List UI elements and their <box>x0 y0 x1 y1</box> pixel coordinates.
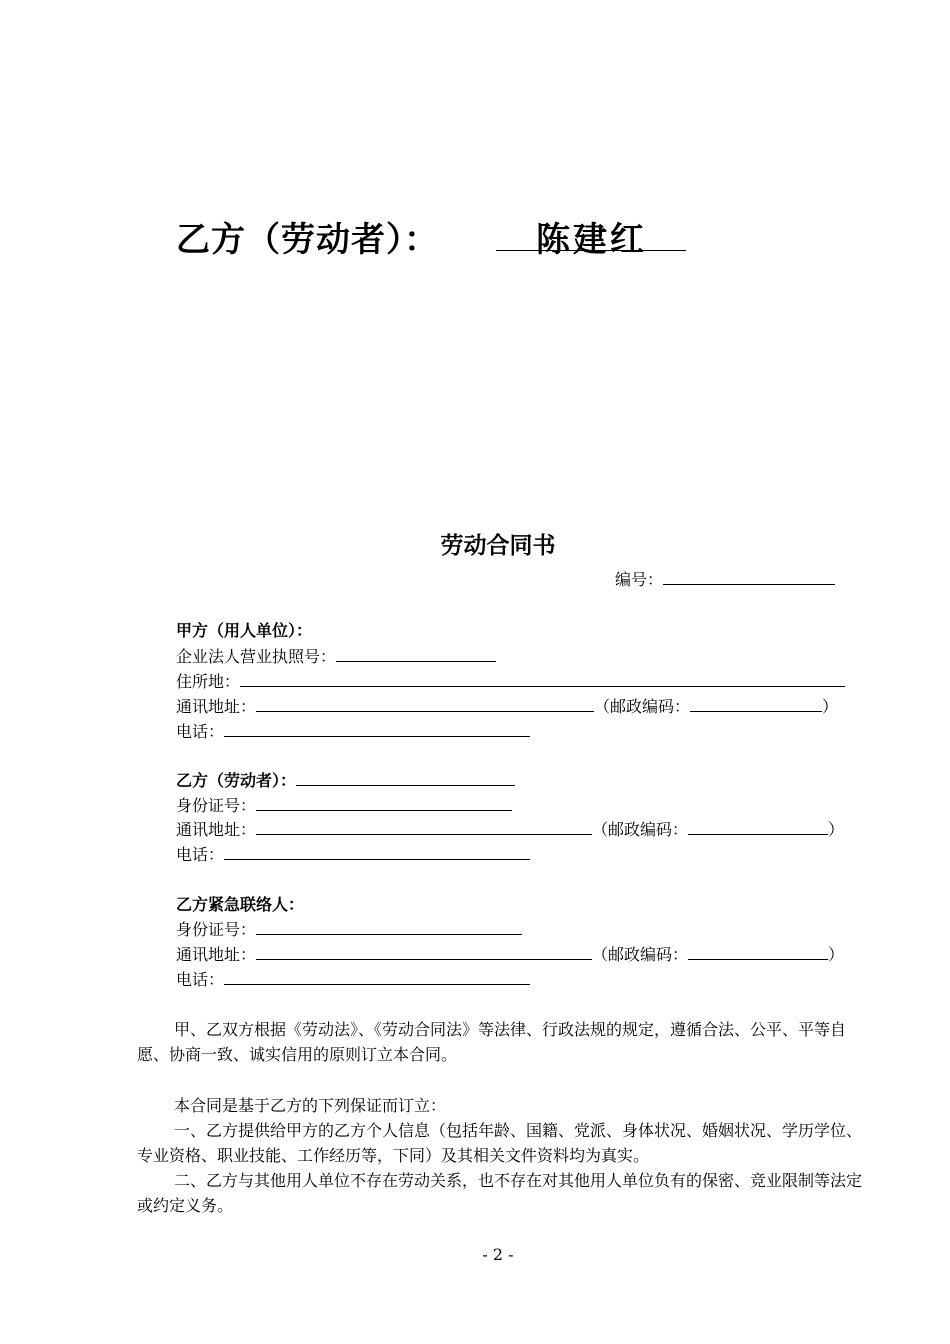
party-a-address-field[interactable] <box>256 697 594 712</box>
party-b-address-label: 通讯地址： <box>176 820 257 839</box>
emergency-postal-field[interactable] <box>688 945 828 960</box>
party-a-phone-label: 电话： <box>176 722 225 741</box>
party-b-phone-label: 电话： <box>176 845 225 864</box>
document-title: 劳动合同书 <box>440 533 556 559</box>
party-b-address-row <box>176 820 844 840</box>
cover-party-b-label: 乙方（劳动者）： <box>176 220 439 260</box>
party-b-id-label: 身份证号： <box>176 796 257 815</box>
paragraph-guarantee-intro: 本合同是基于乙方的下列保证而订立： <box>174 1096 447 1115</box>
party-b-id-row <box>176 796 512 816</box>
cover-party-b-name: 陈建红 <box>536 220 647 260</box>
emergency-phone-label: 电话： <box>176 970 225 989</box>
party-a-residence-label: 住所地： <box>176 672 241 691</box>
party-b-heading: 乙方（劳动者）： <box>176 771 297 790</box>
paragraph-guarantee-2: 二、乙方与其他用人单位不存在劳动关系，也不存在对其他用人单位负有的保密、竞业限制等法定或约定义务。 <box>137 1171 863 1215</box>
party-a-residence-field[interactable] <box>240 672 845 687</box>
serial-number-field[interactable] <box>663 570 835 585</box>
emergency-address-field[interactable] <box>256 945 592 960</box>
party-a-license-row <box>176 647 496 667</box>
page-number: - 2 - <box>482 1245 514 1264</box>
serial-number-label: 编号： <box>615 570 664 589</box>
party-b-name-field[interactable] <box>296 771 515 786</box>
party-a-phone-row <box>176 722 530 742</box>
paragraph-guarantee-1: 一、乙方提供给甲方的乙方个人信息（包括年龄、国籍、党派、身体状况、婚姻状况、学历学位、专业资格、职业技能、工作经历等，下同）及其相关文件资料均为真实。 <box>137 1121 863 1165</box>
serial-number-row <box>615 570 835 590</box>
emergency-postal-prefix: （邮政编码： <box>592 945 689 964</box>
party-a-license-field[interactable] <box>336 647 496 662</box>
emergency-id-label: 身份证号： <box>176 920 257 939</box>
party-b-phone-field[interactable] <box>224 845 530 860</box>
emergency-address-label: 通讯地址： <box>176 945 257 964</box>
party-a-address-label: 通讯地址： <box>176 697 257 716</box>
party-b-address-field[interactable] <box>256 820 592 835</box>
party-a-license-label: 企业法人营业执照号： <box>176 647 337 666</box>
party-b-postal-field[interactable] <box>688 820 828 835</box>
party-a-postal-suffix: ） <box>822 697 839 716</box>
emergency-id-row <box>176 920 522 940</box>
party-b-postal-prefix: （邮政编码： <box>592 820 689 839</box>
party-b-postal-suffix: ） <box>828 820 845 839</box>
party-a-address-row <box>176 697 838 717</box>
emergency-phone-row <box>176 970 530 990</box>
paragraph-legal-basis: 甲、乙双方根据《劳动法》、《劳动合同法》等法律、行政法规的规定，遵循合法、公平、平等自愿、协商一致、诚实信用的原则订立本合同。 <box>137 1020 847 1064</box>
emergency-address-row <box>176 945 844 965</box>
party-b-phone-row <box>176 845 530 865</box>
party-a-postal-prefix: （邮政编码： <box>594 697 691 716</box>
emergency-postal-suffix: ） <box>828 945 845 964</box>
party-a-phone-field[interactable] <box>224 722 530 737</box>
emergency-phone-field[interactable] <box>224 970 530 985</box>
emergency-heading: 乙方紧急联络人： <box>176 895 305 914</box>
party-b-id-field[interactable] <box>256 796 512 811</box>
party-a-residence-row <box>176 672 845 692</box>
party-a-postal-field[interactable] <box>690 697 822 712</box>
party-b-heading-row <box>176 771 515 791</box>
party-a-heading: 甲方（用人单位）： <box>176 621 313 640</box>
emergency-id-field[interactable] <box>256 920 522 935</box>
